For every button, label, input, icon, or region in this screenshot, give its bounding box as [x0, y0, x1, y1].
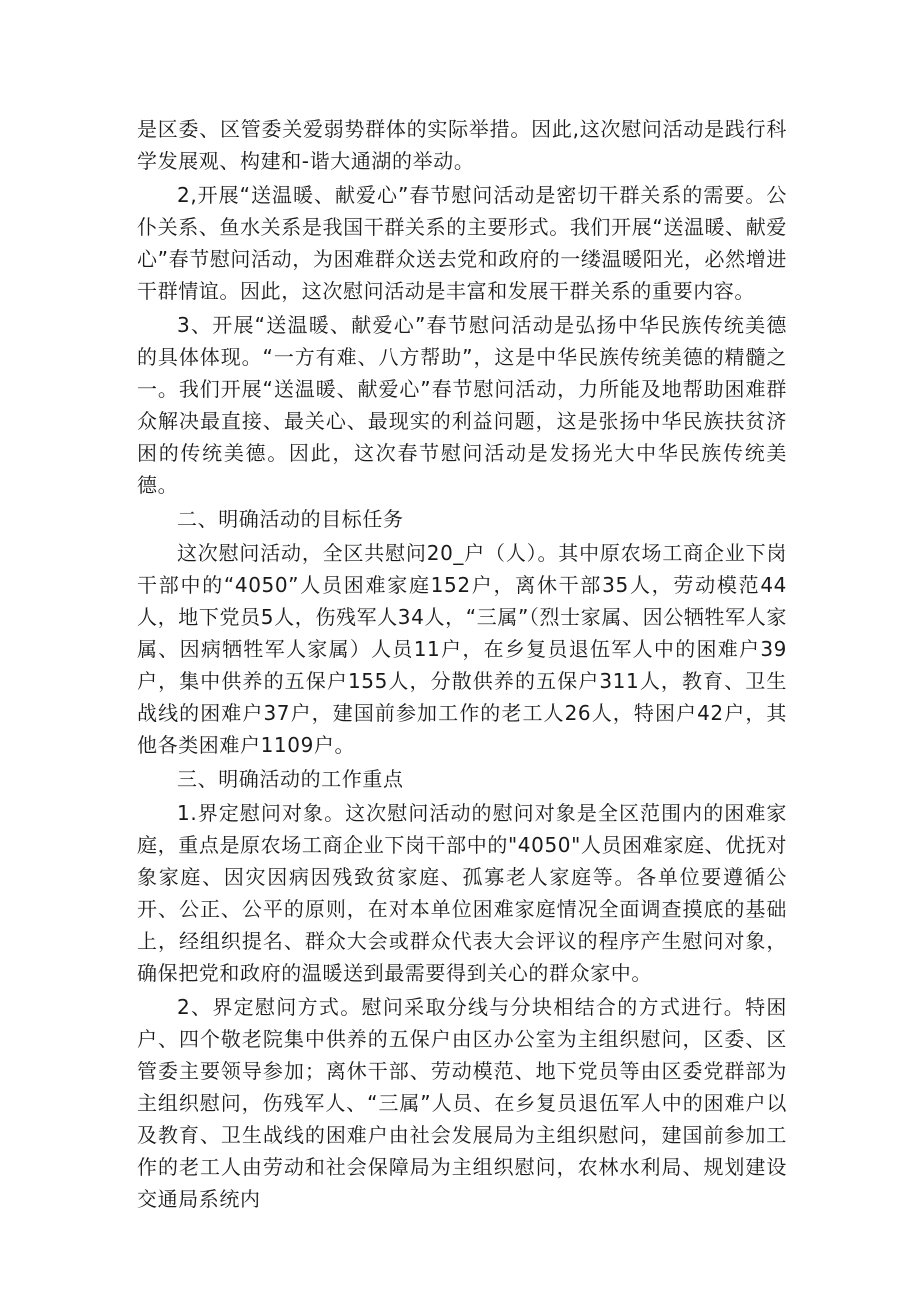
paragraph-focus-1: 1.界定慰问对象。这次慰问活动的慰问对象是全区范围内的困难家庭，重点是原农场工商企业下岗干部中的"4050"人员困难家庭、优抚对象家庭、因灾因病因残致贫家庭、孤寡老人家庭等。各单位要遵循公开、公正、公平的原则，在对本单位困难家庭情况全面调查摸底的基础上，经组织提名、群众大会或群众代表大会评议的程序产生慰问对象，确保把党和政府的温暖送到最需要得到关心的群众家中。 [137, 801, 787, 985]
paragraph-point-3: 3、开展“送温暖、献爱心”春节慰问活动是弘扬中华民族传统美德的具体体现。“一方有难、八方帮助”，这是中华民族传统美德的精髓之一。我们开展“送温暖、献爱心”春节慰问活动，力所能及地帮助困难群众解决最直接、最关心、最现实的利益问题，这是张扬中华民族扶贫济困的传统美德。因此，这次春节慰问活动是发扬光大中华民族传统美德。 [137, 313, 787, 497]
paragraph-point-2: 2,开展“送温暖、献爱心”春节慰问活动是密切干群关系的需要。公仆关系、鱼水关系是我国干群关系的主要形式。我们开展“送温暖、献爱心”春节慰问活动，为困难群众送去党和政府的一缕温暖阳光，必然增进干群情谊。因此，这次慰问活动是丰富和发展干群关系的重要内容。 [137, 183, 787, 303]
paragraph-focus-2: 2、界定慰问方式。慰问采取分线与分块相结合的方式进行。特困户、四个敬老院集中供养的五保户由区办公室为主组织慰问，区委、区管委主要领导参加；离休干部、劳动模范、地下党员等由区委党群部为主组织慰问，伤残军人、“三属”人员、在乡复员退伍军人中的困难户以及教育、卫生战线的困难户由社会发展局为主组织慰问，建国前参加工作的老工人由劳动和社会保障局为主组织慰问，农林水利局、规划建设交通局系统内 [137, 995, 787, 1211]
section-heading-focus: 三、明确活动的工作重点 [177, 767, 404, 791]
paragraph-continuation: 是区委、区管委关爱弱势群体的实际举措。因此,这次慰问活动是践行科学发展观、构建和-谐大通湖的举动。 [137, 117, 787, 173]
section-heading-targets: 二、明确活动的目标任务 [177, 507, 404, 531]
paragraph-targets: 这次慰问活动，全区共慰问20_户（人）。其中原农场工商企业下岗干部中的“4050”人员困难家庭152户，离休干部35人，劳动模范44人，地下党员5人，伤残军人34人，“三属”（烈士家属、因公牺牲军人家属、因病牺牲军人家属）人员11户，在乡复员退伍军人中的困难户39户，集中供养的五保户155人，分散供养的五保户311人，教育、卫生战线的困难户37户，建国前参加工作的老工人26人，特困户42户，其他各类困难户1109户。 [137, 541, 787, 757]
document-body [137, 113, 787, 1217]
